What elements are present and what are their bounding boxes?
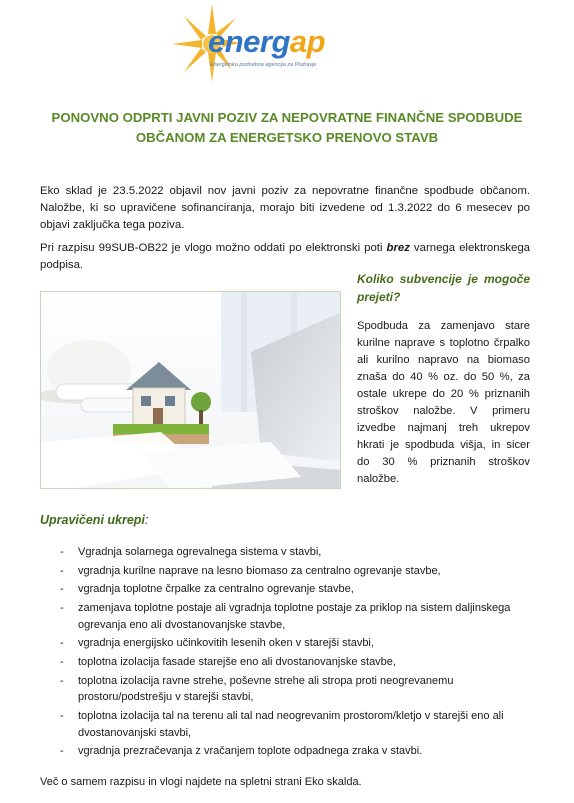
list-item: - vgradnja toplotne črpalke za centralno ogrevanje stavbe, (60, 583, 354, 596)
title-line-2: OBČANOM ZA ENERGETSKO PRENOVO STAVB (135, 130, 439, 145)
list-item: - toplotna izolacija ravne strehe, poševne strehe ali stropa proti neogrevanemu prostoru/podstrešju v starejši stavbi, (60, 674, 454, 704)
list-item: - vgradnja kurilne naprave na lesno biomaso za centralno ogrevanje stavbe, (60, 564, 441, 577)
list-item: - vgradnja prezračevanja z vračanjem toplote odpadnega zraka v stavbi. (60, 745, 423, 758)
energap-logo (172, 4, 332, 82)
house-model-photo (40, 291, 341, 489)
list-item: - zamenjava toplotne postaje ali vgradnja toplotne postaje za priklop na sistem daljinskega ogrevanja eno ali dvostanovanjske stavbe, (60, 602, 511, 631)
page-title (40, 108, 534, 148)
logo-tagline: Energetska podnebna agencija za Podravje (210, 62, 317, 68)
title-line-1: PONOVNO ODPRTI JAVNI POZIV ZA NEPOVRATNE FINANČNE SPODBUDE (51, 110, 523, 125)
subsidy-heading: Koliko subvencije je mogoče prejeti? (357, 272, 530, 304)
subsidy-body: Spodbuda za zamenjavo stare kurilne naprave s toplotno črpalko ali kurilno napravo na biomaso znaša do 40 % oz. do 50 %, za ostale ukrepe do 20 % priznanih stroškov naložbe. V primeru izvedbe najmanj treh ukrepov hkrati je spodbuda višja, in sicer do 30 % priznanih stroškov naložbe. (357, 320, 530, 485)
submission-paragraph: Pri razpisu 99SUB-OB22 je vlogo možno oddati po elektronski poti brez varnega elektronskega podpisa. (40, 242, 530, 271)
house-model-on-desk-photo-icon (41, 292, 341, 489)
measures-list (40, 544, 540, 762)
list-item: - vgradnja energijsko učinkovitih lesenih oken v starejši stavbi, (60, 637, 374, 650)
list-item: - Vgradnja solarnega ogrevalnega sistema v stavbi, (60, 546, 322, 558)
emphasis-brez: brez (386, 242, 410, 254)
list-item: - toplotna izolacija fasade starejše eno ali dvostanovanjske stavbe, (60, 656, 396, 669)
intro-paragraph: Eko sklad je 23.5.2022 objavil nov javni poziv za nepovratne finančne spodbude občanom. Naložbe, ki so upravičene sofinanciranja, morajo biti izvedene od 1.3.2022 do 6 mesecev po objavi zaključka tega poziva. (40, 185, 530, 231)
footer-note: Več o samem razpisu in vlogi najdete na spletni strani Eko skalda. (40, 776, 362, 788)
measures-heading: Upravičeni ukrepi: (40, 513, 149, 527)
logo-wordmark: energap (208, 24, 326, 59)
list-item: - toplotna izolacija tal na terenu ali tal nad neogrevanim prostorom/kletjo v starejši eno ali dvostanovanjski stavbi, (60, 710, 504, 739)
